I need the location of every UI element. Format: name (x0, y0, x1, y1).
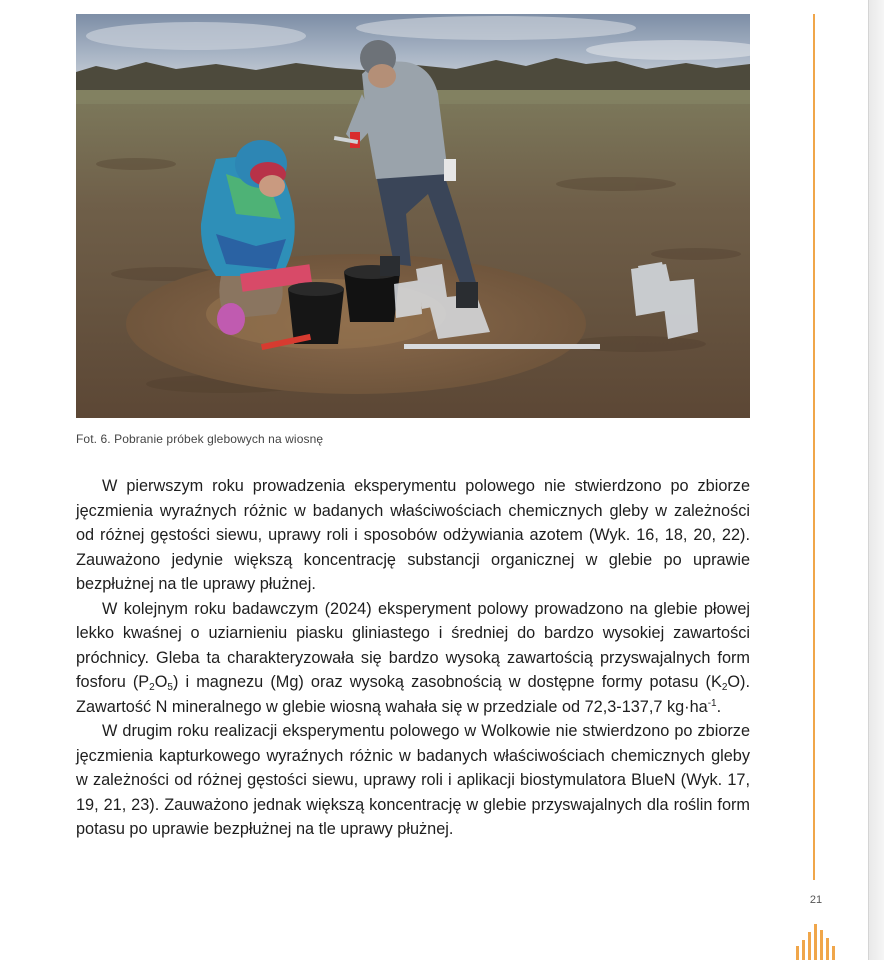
accent-rule (813, 14, 815, 880)
logo-bars-icon (790, 920, 844, 960)
page-number: 21 (809, 894, 823, 906)
paragraph: W pierwszym roku prowadzenia eksperymentu polowego nie stwierdzono po zbiorze jęczmienia wyraźnych różnic w badanych właściwościach chemicznych gleby w zależności od różnej gęstości siewu, uprawy roli i sposobów odżywiania azotem (Wyk. 16, 18, 20, 22). Zauważono jedynie większą koncentrację substancji organicznej w glebie po uprawie bezpłużnej na tle uprawy płużnej. (76, 477, 750, 593)
paragraph: W drugim roku realizacji eksperymentu polowego w Wolkowie nie stwierdzono po zbiorze jęczmienia kapturkowego wyraźnych różnic w badanych właściwościach chemicznych gleby w zależności od różnej gęstości siewu, uprawy roli i aplikacji biostymulatora BlueN (Wyk. 17, 19, 21, 23). Zauważono jednak większą koncentrację w glebie przyswajalnych dla roślin form potasu po uprawie bezpłużnej na tle uprawy płużnej. (76, 722, 750, 838)
paragraph: W kolejnym roku badawczym (2024) eksperyment polowy prowadzono na glebie płowej lekko kwaśnej o uziarnieniu piasku gliniastego i średniej do bardzo wysokiej zawartości próchnicy. Gleba ta charakteryzowała się bardzo wysoką zawartością przyswajalnych form fosforu $(P_2O_5)$ i magnezu (Mg) oraz wysoką zasobnością w dostępne formy potasu $(K_2O)$. Zawartość N mineralnego w glebie wiosną wahała się w przedziale od 72,3-137,7 $kg\cdot ha^{-1}$. (76, 599, 750, 716)
photo-caption: Fot. 6. Pobranie próbek glebowych na wiosnę (76, 432, 324, 446)
body-text (76, 474, 750, 842)
soil-sampling-photo (76, 14, 750, 418)
page-edge (868, 0, 884, 960)
